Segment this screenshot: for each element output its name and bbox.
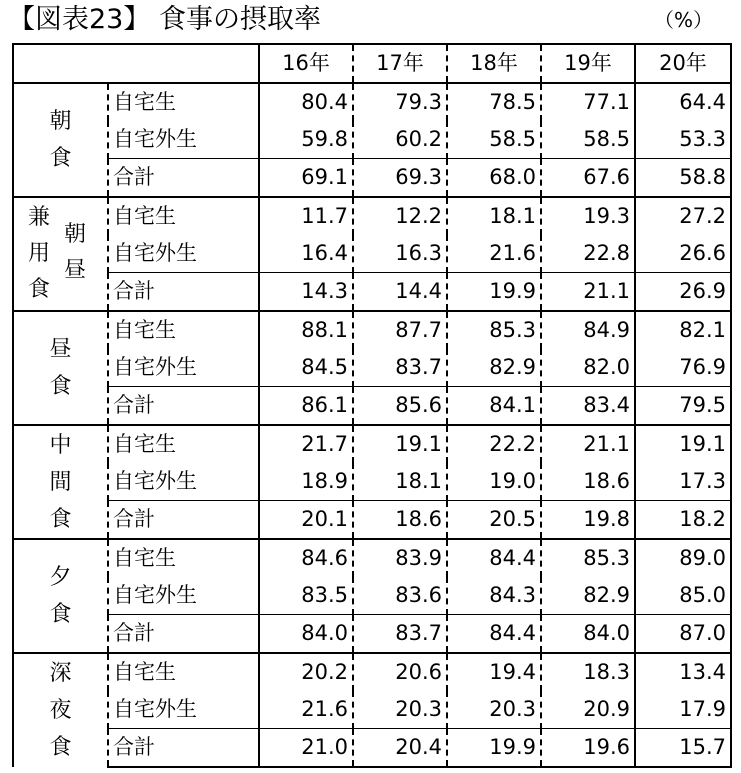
value-cell: 79.5 — [635, 387, 731, 426]
row-label: 自宅生 — [108, 197, 259, 235]
value-cell: 20.9 — [541, 691, 635, 729]
value-cell: 84.0 — [541, 615, 635, 654]
value-cell: 11.7 — [259, 197, 353, 235]
value-cell: 12.2 — [353, 197, 447, 235]
value-cell: 26.6 — [635, 235, 731, 273]
value-cell: 20.2 — [259, 653, 353, 691]
table-row — [13, 197, 731, 235]
value-cell: 85.6 — [353, 387, 447, 426]
group-label-text: 昼 食 — [49, 337, 72, 399]
table-row — [13, 653, 731, 691]
value-cell: 19.9 — [447, 729, 541, 768]
value-cell: 83.6 — [353, 577, 447, 615]
value-cell: 84.6 — [259, 539, 353, 577]
table-row — [13, 463, 731, 501]
value-cell: 77.1 — [541, 83, 635, 121]
value-cell: 58.8 — [635, 159, 731, 198]
value-cell: 59.8 — [259, 121, 353, 159]
row-label: 自宅生 — [108, 539, 259, 577]
group-label-text: 夕 食 — [49, 565, 72, 627]
value-cell: 20.3 — [353, 691, 447, 729]
year-header: 17年 — [353, 44, 447, 83]
row-label: 自宅外生 — [108, 121, 259, 159]
table-row — [13, 387, 731, 426]
row-label: 合計 — [108, 615, 259, 654]
value-cell: 20.4 — [353, 729, 447, 768]
value-cell: 21.6 — [259, 691, 353, 729]
year-header: 18年 — [447, 44, 541, 83]
value-cell: 86.1 — [259, 387, 353, 426]
group-label-text: 深 夜 食 — [49, 661, 72, 760]
year-header: 19年 — [541, 44, 635, 83]
table-row — [13, 311, 731, 349]
value-cell: 83.7 — [353, 615, 447, 654]
value-cell: 58.5 — [447, 121, 541, 159]
value-cell: 16.4 — [259, 235, 353, 273]
row-label: 合計 — [108, 387, 259, 426]
value-cell: 82.9 — [541, 577, 635, 615]
value-cell: 18.6 — [541, 463, 635, 501]
table-body — [13, 83, 731, 767]
value-cell: 68.0 — [447, 159, 541, 198]
value-cell: 82.0 — [541, 349, 635, 387]
value-cell: 21.1 — [541, 425, 635, 463]
value-cell: 87.0 — [635, 615, 731, 654]
table-row — [13, 159, 731, 198]
value-cell: 21.1 — [541, 273, 635, 312]
value-cell: 19.1 — [635, 425, 731, 463]
header-row — [13, 44, 731, 83]
group-label-text: 中 間 食 — [49, 432, 72, 532]
value-cell: 20.6 — [353, 653, 447, 691]
value-cell: 19.0 — [447, 463, 541, 501]
value-cell: 83.7 — [353, 349, 447, 387]
table-row — [13, 425, 731, 463]
header-corner — [13, 44, 259, 83]
value-cell: 84.1 — [447, 387, 541, 426]
value-cell: 13.4 — [635, 653, 731, 691]
value-cell: 19.3 — [541, 197, 635, 235]
value-cell: 87.7 — [353, 311, 447, 349]
row-label: 自宅外生 — [108, 691, 259, 729]
table-row — [13, 83, 731, 121]
value-cell: 22.2 — [447, 425, 541, 463]
value-cell: 80.4 — [259, 83, 353, 121]
value-cell: 88.1 — [259, 311, 353, 349]
value-cell: 14.3 — [259, 273, 353, 312]
row-label: 自宅生 — [108, 653, 259, 691]
value-cell: 18.2 — [635, 501, 731, 540]
value-cell: 79.3 — [353, 83, 447, 121]
value-cell: 84.4 — [447, 539, 541, 577]
year-header: 16年 — [259, 44, 353, 83]
group-label — [13, 311, 108, 425]
year-header: 20年 — [635, 44, 731, 83]
value-cell: 20.3 — [447, 691, 541, 729]
value-cell: 19.6 — [541, 729, 635, 768]
value-cell: 15.7 — [635, 729, 731, 768]
value-cell: 78.5 — [447, 83, 541, 121]
row-label: 自宅生 — [108, 83, 259, 121]
value-cell: 53.3 — [635, 121, 731, 159]
group-label — [13, 539, 108, 653]
value-cell: 85.3 — [541, 539, 635, 577]
value-cell: 20.1 — [259, 501, 353, 540]
value-cell: 69.3 — [353, 159, 447, 198]
value-cell: 19.9 — [447, 273, 541, 312]
value-cell: 64.4 — [635, 83, 731, 121]
group-label-text: 朝 食 — [49, 109, 72, 171]
row-label: 自宅外生 — [108, 235, 259, 273]
row-label: 自宅生 — [108, 311, 259, 349]
table-row — [13, 501, 731, 540]
value-cell: 18.1 — [353, 463, 447, 501]
group-label — [13, 197, 108, 311]
row-label: 自宅外生 — [108, 577, 259, 615]
value-cell: 20.5 — [447, 501, 541, 540]
value-cell: 67.6 — [541, 159, 635, 198]
value-cell: 84.4 — [447, 615, 541, 654]
value-cell: 83.4 — [541, 387, 635, 426]
value-cell: 18.6 — [353, 501, 447, 540]
table-row — [13, 691, 731, 729]
value-cell: 16.3 — [353, 235, 447, 273]
value-cell: 22.8 — [541, 235, 635, 273]
value-cell: 82.9 — [447, 349, 541, 387]
row-label: 自宅外生 — [108, 463, 259, 501]
table-row — [13, 121, 731, 159]
unit-label: （%） — [653, 8, 713, 32]
value-cell: 26.9 — [635, 273, 731, 312]
row-label: 合計 — [108, 273, 259, 312]
value-cell: 21.6 — [447, 235, 541, 273]
value-cell: 76.9 — [635, 349, 731, 387]
value-cell: 17.9 — [635, 691, 731, 729]
value-cell: 17.3 — [635, 463, 731, 501]
value-cell: 85.3 — [447, 311, 541, 349]
value-cell: 83.9 — [353, 539, 447, 577]
value-cell: 83.5 — [259, 577, 353, 615]
table-row — [13, 539, 731, 577]
value-cell: 82.1 — [635, 311, 731, 349]
value-cell: 58.5 — [541, 121, 635, 159]
row-label: 合計 — [108, 501, 259, 540]
value-cell: 84.5 — [259, 349, 353, 387]
value-cell: 60.2 — [353, 121, 447, 159]
value-cell: 84.3 — [447, 577, 541, 615]
value-cell: 89.0 — [635, 539, 731, 577]
value-cell: 18.1 — [447, 197, 541, 235]
row-label: 合計 — [108, 729, 259, 768]
group-label — [13, 83, 108, 197]
value-cell: 21.0 — [259, 729, 353, 768]
value-cell: 19.8 — [541, 501, 635, 540]
value-cell: 18.9 — [259, 463, 353, 501]
value-cell: 21.7 — [259, 425, 353, 463]
table-row — [13, 235, 731, 273]
value-cell: 84.9 — [541, 311, 635, 349]
value-cell: 69.1 — [259, 159, 353, 198]
page-title: 【図表23】 食事の摂取率 — [8, 4, 321, 35]
value-cell: 27.2 — [635, 197, 731, 235]
table-row — [13, 577, 731, 615]
value-cell: 14.4 — [353, 273, 447, 312]
group-label-text: 兼 用 食 朝 昼 — [28, 204, 87, 302]
value-cell: 19.1 — [353, 425, 447, 463]
table-row — [13, 615, 731, 654]
value-cell: 19.4 — [447, 653, 541, 691]
value-cell: 18.3 — [541, 653, 635, 691]
value-cell: 84.0 — [259, 615, 353, 654]
table-row — [13, 273, 731, 312]
table-row — [13, 349, 731, 387]
row-label: 自宅外生 — [108, 349, 259, 387]
meal-intake-table — [12, 43, 732, 768]
group-label — [13, 425, 108, 539]
row-label: 合計 — [108, 159, 259, 198]
value-cell: 85.0 — [635, 577, 731, 615]
table-row — [13, 729, 731, 768]
row-label: 自宅生 — [108, 425, 259, 463]
group-label — [13, 653, 108, 767]
